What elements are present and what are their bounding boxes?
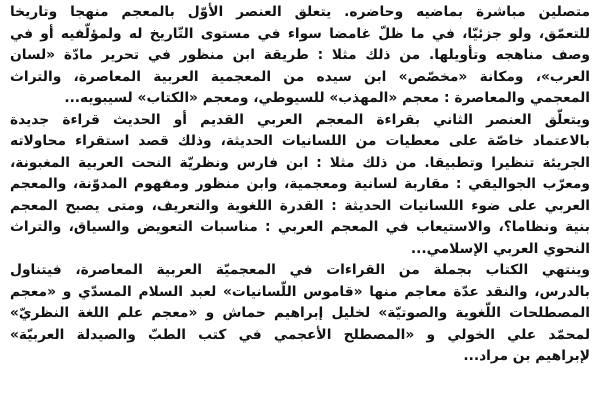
text-line: الجريئة تنظيرا وتطبيقا. من ذلك مثلا : ابن فارس ونظريّة النحت العربية المغبونة، — [10, 154, 590, 171]
text-line: بالاعتماد خاصّة على معطيات من اللسانيات الحديثة، وذلك قصد استقراء محاولاته — [10, 133, 590, 149]
text-line: بالدرس، والنقد عدّة معاجم منها «قاموس اللّسانيات» لعبد السلام المسدّي و «معجم — [10, 283, 590, 300]
text-line: ويتعلّق العنصر الثاني بقراءة المعجم العربي القديم أو الحديث قراءة جديدة — [10, 111, 590, 128]
paragraph-2 — [10, 110, 590, 261]
text-line: متصلين مباشرة بماضيه وحاضره. يتعلق العنصر الأوّل بالمعجم منهجا وتاريخا — [10, 4, 590, 20]
text-line: ومعرّب الجواليقي : مقاربة لسانية ومعجمية، وابن منظور ومفهوم المدوّنة، والمعجم — [10, 176, 590, 192]
text-line: العرب»، ومكانة «مخصّص» ابن سيده من المعجمية العربية المعاصرة، والتراث — [10, 68, 590, 85]
text-line: وينتهي الكتاب بجملة من القراءات في المعجميّة العربية المعاصرة، فيتناول — [10, 262, 590, 278]
text-line: المصطلحات اللّغوية والصوتيّة» لخليل إبراهيم حماش و «معجم علم اللغة النظريّ» — [10, 305, 590, 321]
text-line: المعجمي والمعاصرة : معجم «المهذب» للسيوطي، ومعجم «الكتاب» لسيبويه... — [64, 90, 590, 106]
text-line: لإبراهيم بن مراد... — [463, 348, 590, 364]
text-line: بنية ونظاما؟، والاستيعاب في المعجم العربي : مناسبات التعويض والسياق، والتراث — [10, 219, 590, 235]
text-line: العربي على ضوء اللسانيات الحديثة : القدرة اللغوية والتعريف، ومتى يصبح المعجم — [10, 197, 590, 214]
text-line: لمحمّد علي الخولي و «المصطلح الأعجمي في كتب الطبّ والصيدلة العربيّة» — [10, 326, 590, 343]
paragraph-3 — [10, 260, 590, 368]
text-line: للتعمّق، ولو جزئيّا، في ما ظلّ غامضا سواء في مستوى التّاريخ له ولمؤلّفيه أو في — [10, 25, 590, 42]
text-line: النحوي العربي الإسلامي... — [410, 240, 590, 257]
text-line: وصف مناهجه وتأويلها. من ذلك مثلا : طريقة ابن منظور في تحرير مادّة «لسان — [10, 47, 590, 63]
paragraph-1 — [10, 2, 590, 110]
